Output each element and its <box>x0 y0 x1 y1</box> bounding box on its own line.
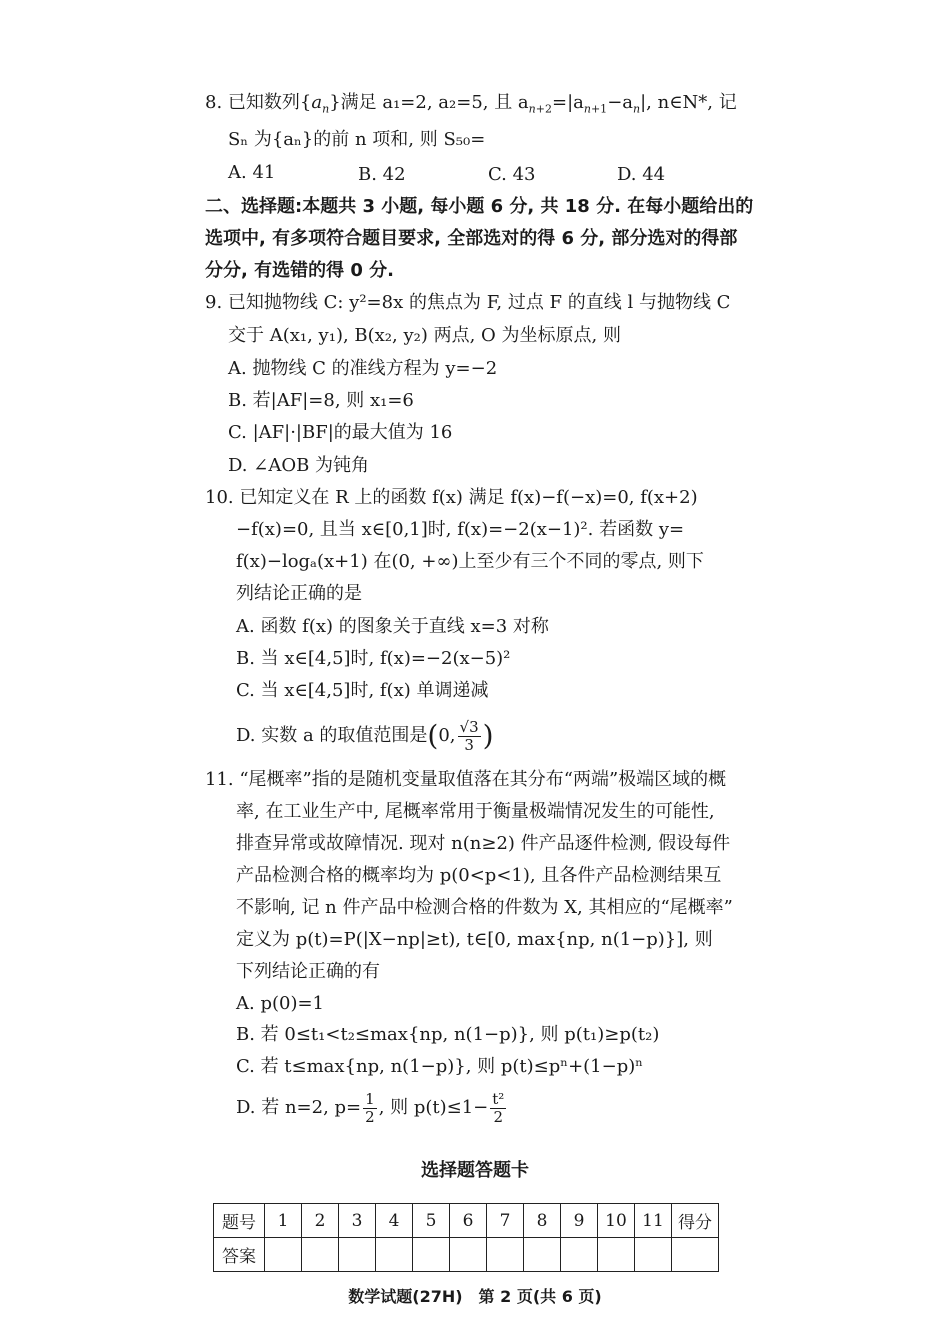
q9-line1: 9. 已知抛物线 C: y²=8x 的焦点为 F, 过点 F 的直线 l 与抛物线 C <box>205 292 731 313</box>
answer-cell[interactable] <box>450 1238 487 1272</box>
answer-card-answer-row <box>214 1238 719 1272</box>
section2-line1: 二、选择题:本题共 3 小题, 每小题 6 分, 共 18 分. 在每小题给出的 <box>205 196 754 217</box>
answer-cell[interactable] <box>487 1238 524 1272</box>
q9-option-c: C. |AF|·|BF|的最大值为 16 <box>228 422 453 443</box>
q11-line1: 11. “尾概率”指的是随机变量取值落在其分布“两端”极端区域的概 <box>205 769 727 790</box>
answer-cell[interactable] <box>413 1238 450 1272</box>
question-number-label: 题号 <box>214 1204 265 1238</box>
q8-option-a: A. 41 <box>228 162 276 183</box>
question-number: 5 <box>413 1204 450 1238</box>
q10-option-d: D. 实数 a 的取值范围是(0, $\frac{√3}{3}$ ) <box>236 717 494 754</box>
question-number: 3 <box>339 1204 376 1238</box>
half-fraction: $\frac{1}{2}$ <box>365 1089 375 1126</box>
q10-line3: f(x)−logₐ(x+1) 在(0, +∞)上至少有三个不同的零点, 则下 <box>236 551 704 572</box>
q11-option-b: B. 若 0≤t₁<t₂≤max{np, n(1−p)}, 则 p(t₁)≥p(t₂) <box>236 1024 660 1045</box>
sqrt3-over-3-fraction: $\frac{√3}{3}$ <box>459 717 479 754</box>
q11-option-c: C. 若 t≤max{np, n(1−p)}, 则 p(t)≤pⁿ+(1−p)ⁿ <box>236 1056 644 1077</box>
answer-card-table <box>213 1203 719 1272</box>
q11-option-d: D. 若 n=2, p= $\frac{1}{2}$ , 则 p(t)≤1− $\frac{\text{t²}}{2}$ <box>236 1089 505 1126</box>
q11-line6: 定义为 p(t)=P(|X−np|≥t), t∈[0, max{np, n(1−p)}], 则 <box>236 929 713 950</box>
q8-option-c: C. 43 <box>488 164 536 185</box>
question-number: 6 <box>450 1204 487 1238</box>
q10-line4: 列结论正确的是 <box>236 583 362 604</box>
score-label: 得分 <box>672 1204 719 1238</box>
question-number: 8 <box>524 1204 561 1238</box>
q9-option-b: B. 若|AF|=8, 则 x₁=6 <box>228 390 414 411</box>
q8-line2: Sₙ 为{aₙ}的前 n 项和, 则 S₅₀= <box>228 129 486 150</box>
answer-card-header-row <box>214 1204 719 1238</box>
q11-line4: 产品检测合格的概率均为 p(0<p<1), 且各件产品检测结果互 <box>236 865 722 886</box>
answer-cell[interactable] <box>598 1238 635 1272</box>
score-cell[interactable] <box>672 1238 719 1272</box>
q9-option-a: A. 抛物线 C 的准线方程为 y=−2 <box>228 358 498 379</box>
q8-option-d: D. 44 <box>617 164 666 185</box>
q8-option-b: B. 42 <box>358 164 406 185</box>
answer-label: 答案 <box>214 1238 265 1272</box>
q11-line7: 下列结论正确的有 <box>236 961 380 982</box>
question-number: 1 <box>265 1204 302 1238</box>
q11-line2: 率, 在工业生产中, 尾概率常用于衡量极端情况发生的可能性, <box>236 801 715 822</box>
answer-cell[interactable] <box>524 1238 561 1272</box>
answer-cell[interactable] <box>635 1238 672 1272</box>
q11-line3: 排查异常或故障情况. 现对 n(n≥2) 件产品逐件检测, 假设每件 <box>236 833 731 854</box>
q10-option-a: A. 函数 f(x) 的图象关于直线 x=3 对称 <box>236 616 549 637</box>
answer-card-title: 选择题答题卡 <box>421 1160 529 1181</box>
q10-option-b: B. 当 x∈[4,5]时, f(x)=−2(x−5)² <box>236 648 511 669</box>
answer-cell[interactable] <box>339 1238 376 1272</box>
question-number: 4 <box>376 1204 413 1238</box>
answer-cell[interactable] <box>561 1238 598 1272</box>
answer-cell[interactable] <box>265 1238 302 1272</box>
question-number: 9 <box>561 1204 598 1238</box>
q11-line5: 不影响, 记 n 件产品中检测合格的件数为 X, 其相应的“尾概率” <box>236 897 733 918</box>
question-number: 2 <box>302 1204 339 1238</box>
q11-option-a: A. p(0)=1 <box>236 993 324 1014</box>
answer-cell[interactable] <box>376 1238 413 1272</box>
question-number: 11 <box>635 1204 672 1238</box>
t-squared-over-2-fraction: $\frac{\text{t²}}{2}$ <box>492 1089 505 1126</box>
answer-cell[interactable] <box>302 1238 339 1272</box>
q10-option-c: C. 当 x∈[4,5]时, f(x) 单调递减 <box>236 680 489 701</box>
q10-line1: 10. 已知定义在 R 上的函数 f(x) 满足 f(x)−f(−x)=0, f(x+2) <box>205 487 698 508</box>
q10-line2: −f(x)=0, 且当 x∈[0,1]时, f(x)=−2(x−1)². 若函数 y= <box>236 519 685 540</box>
section2-line2: 选项中, 有多项符合题目要求, 全部选对的得 6 分, 部分选对的得部 <box>205 228 738 249</box>
q9-line2: 交于 A(x₁, y₁), B(x₂, y₂) 两点, O 为坐标原点, 则 <box>228 325 621 346</box>
page-footer: 数学试题(27H) 第 2 页(共 6 页) <box>348 1287 602 1306</box>
q8-line1: 8. 已知数列$\{a_n\}$满足 a₁=2, a₂=5, 且 $a_{n+2}=|a_{n+1}-a_n|$, n∈N*, 记 <box>205 92 737 116</box>
question-number: 10 <box>598 1204 635 1238</box>
q9-option-d: D. ∠AOB 为钝角 <box>228 455 370 476</box>
question-number: 7 <box>487 1204 524 1238</box>
section2-line3: 分分, 有选错的得 0 分. <box>205 260 394 281</box>
